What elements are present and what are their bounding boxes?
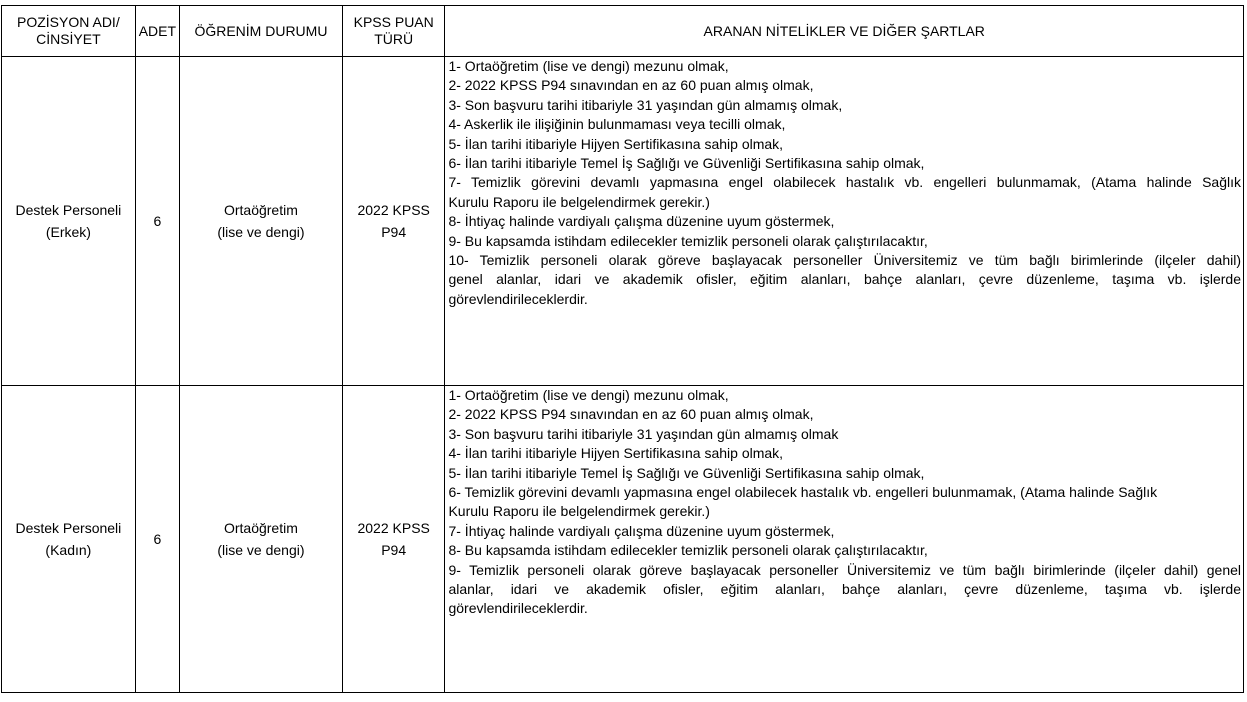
requirement-line: 10- Temizlik personeli olarak göreve başlayacak personeller Üniversitemiz ve tüm bağlı birimlerinde (ilçeler dahil)	[448, 252, 1241, 269]
requirement-line: 2- 2022 KPSS P94 sınavından en az 60 puan almış olmak,	[448, 406, 814, 423]
position-cell	[2, 57, 136, 386]
kpss-year: 2022 KPSS	[357, 519, 430, 536]
header-position: POZİSYON ADI/ CİNSİYET	[2, 6, 136, 57]
kpss-type: P94	[381, 224, 407, 240]
requirement-line: 8- Bu kapsamda istihdam edilecekler temizlik personeli olarak çalıştırılacaktır,	[448, 542, 928, 559]
education-level: Ortaöğretim	[223, 519, 298, 536]
requirement-line: 5- İlan tarihi itibariyle Temel İş Sağlığı ve Güvenliği Sertifikasına sahip olmak,	[448, 464, 925, 481]
requirement-line: 3- Son başvuru tarihi itibariyle 31 yaşından gün almamış olmak,	[448, 96, 843, 113]
job-requirements-table	[1, 5, 1244, 693]
requirement-line: alanlar, idari ve akademik ofisler, eğitim alanları, bahçe alanları, çevre düzenleme, taşıma vb. işlerde	[448, 581, 1241, 598]
position-gender: (Erkek)	[45, 224, 91, 240]
requirement-line: 7- İhtiyaç halinde vardiyalı çalışma düzenine uyum göstermek,	[448, 522, 835, 539]
requirement-line: 2- 2022 KPSS P94 sınavından en az 60 puan almış olmak,	[448, 77, 814, 94]
header-count: ADET	[135, 6, 179, 57]
education-level: Ortaöğretim	[223, 201, 298, 218]
requirement-line: 1- Ortaöğretim (lise ve dengi) mezunu olmak,	[448, 58, 729, 74]
requirement-line: 1- Ortaöğretim (lise ve dengi) mezunu olmak,	[448, 387, 729, 403]
requirement-line: Kurulu Raporu ile belgelendirmek gerekir.)	[448, 193, 710, 210]
requirement-line: 7- Temizlik görevini devamlı yapmasına engel olabilecek hastalık vb. engelleri bulunmamak, (Atama halinde Sağlık	[448, 174, 1241, 191]
position-gender: (Kadın)	[45, 542, 92, 558]
requirement-line: 5- İlan tarihi itibariyle Hijyen Sertifikasına sahip olmak,	[448, 135, 784, 152]
education-cell	[179, 386, 342, 693]
kpss-cell	[342, 386, 445, 693]
requirements-cell	[445, 386, 1244, 693]
header-kpss: KPSS PUAN TÜRÜ	[342, 6, 445, 57]
requirement-line: 3- Son başvuru tarihi itibariyle 31 yaşından gün almamış olmak	[448, 425, 839, 442]
education-cell	[179, 57, 342, 386]
requirement-line: 9- Bu kapsamda istihdam edilecekler temizlik personeli olarak çalıştırılacaktır,	[448, 232, 928, 249]
requirement-line: görevlendirileceklerdir.	[448, 600, 588, 617]
table-header-row	[2, 6, 1244, 57]
requirement-line: 6- Temizlik görevini devamlı yapmasına engel olabilecek hastalık vb. engelleri bulunmamak, (Atama halinde Sağlık	[448, 484, 1158, 501]
count-cell: 6	[135, 386, 179, 693]
education-detail: (lise ve dengi)	[217, 542, 305, 558]
header-requirements: ARANAN NİTELİKLER VE DİĞER ŞARTLAR	[445, 6, 1244, 57]
table-row	[2, 57, 1244, 386]
position-cell	[2, 386, 136, 693]
education-detail: (lise ve dengi)	[217, 224, 305, 240]
requirement-line: 4- İlan tarihi itibariyle Hijyen Sertifikasına sahip olmak,	[448, 445, 784, 462]
requirement-line: genel alanlar, idari ve akademik ofisler, eğitim alanları, bahçe alanları, çevre düzenleme, taşıma vb. işlerde	[448, 271, 1241, 288]
kpss-year: 2022 KPSS	[357, 201, 430, 218]
requirement-line: 6- İlan tarihi itibariyle Temel İş Sağlığı ve Güvenliği Sertifikasına sahip olmak,	[448, 155, 925, 172]
requirement-line: 8- İhtiyaç halinde vardiyalı çalışma düzenine uyum göstermek,	[448, 213, 835, 230]
requirement-line: Kurulu Raporu ile belgelendirmek gerekir.)	[448, 503, 710, 520]
requirement-line: 9- Temizlik personeli olarak göreve başlayacak personeller Üniversitemiz ve tüm bağlı birimlerinde (ilçeler dahil) genel	[448, 561, 1241, 578]
requirement-line: görevlendirileceklerdir.	[448, 290, 588, 307]
kpss-cell	[342, 57, 445, 386]
position-title: Destek Personeli	[15, 201, 122, 218]
requirement-line: 4- Askerlik ile ilişiğinin bulunmaması veya tecilli olmak,	[448, 116, 786, 133]
position-title: Destek Personeli	[15, 519, 122, 536]
table-row	[2, 386, 1244, 693]
count-cell: 6	[135, 57, 179, 386]
requirements-cell	[445, 57, 1244, 386]
kpss-type: P94	[381, 542, 407, 558]
header-education: ÖĞRENİM DURUMU	[179, 6, 342, 57]
